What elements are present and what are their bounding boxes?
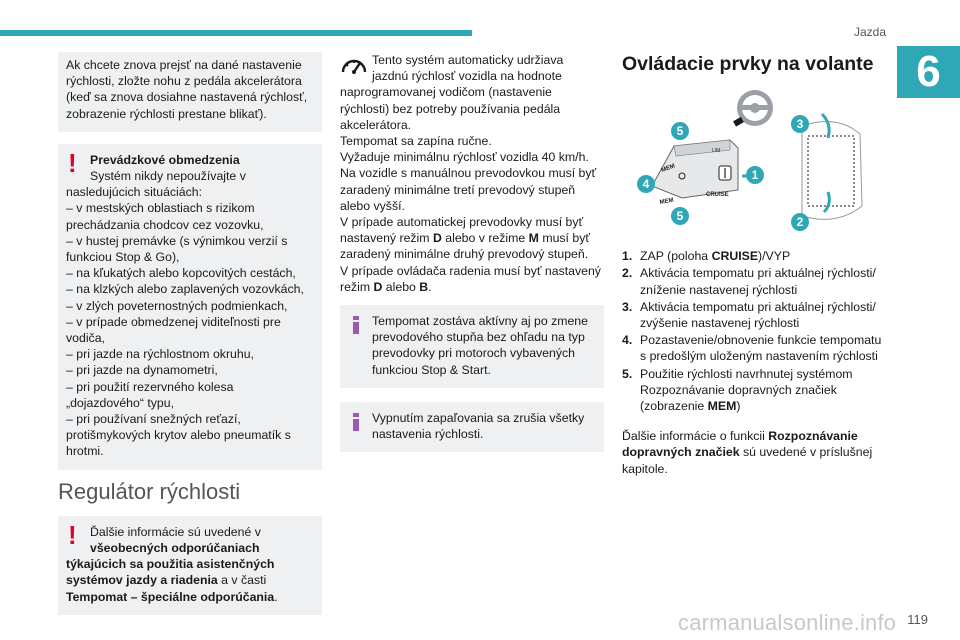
warning-icon: ! xyxy=(68,147,77,178)
item-text: ) xyxy=(736,399,741,414)
warning-item: – v prípade obmedzenej viditeľnosti pre vodiča, xyxy=(66,314,281,346)
text: alebo xyxy=(382,279,420,294)
mem-label-top: MEM xyxy=(660,163,676,175)
heading-steering-controls: Ovládacie prvky na volante xyxy=(622,53,874,75)
list-item xyxy=(622,299,884,331)
list-item xyxy=(622,265,884,297)
info-body xyxy=(372,329,594,378)
text-selector xyxy=(340,263,604,295)
note-box-resume xyxy=(58,52,322,132)
lim-label: LIM xyxy=(712,148,721,155)
page-number: 119 xyxy=(907,612,928,627)
item-text: Použitie rýchlosti navrhnutej systémom Rozpoznávanie dopravných značiek (zobrazenie xyxy=(640,366,853,414)
item-number: 1. xyxy=(622,249,633,264)
header-accent-bar xyxy=(0,30,472,36)
callout-1 xyxy=(746,166,764,184)
item-number: 3. xyxy=(622,299,633,314)
info-box-ignition xyxy=(340,402,604,452)
item-text: Aktivácia tempomatu pri aktuálnej rýchlosti/ zvýšenie nastavenej rýchlosti xyxy=(640,299,876,331)
more-info-paragraph xyxy=(622,428,884,477)
item-bold: MEM xyxy=(707,399,737,414)
mode-d: D xyxy=(432,231,442,246)
item-text: Pozastavenie/obnovenie funkcie tempomatu s predošlým uloženým nastavením rýchlosti xyxy=(640,333,882,364)
watermark: carmanualsonline.info xyxy=(678,610,897,635)
warning-box-more-info xyxy=(58,516,322,615)
warning-item: – pri jazde na rýchlostnom okruhu, xyxy=(66,347,254,362)
callout-3 xyxy=(791,115,809,133)
warning-line: Systém nikdy nepoužívajte v xyxy=(90,169,246,184)
svg-text:1: 1 xyxy=(751,168,759,183)
section-title: Jazda xyxy=(853,25,886,39)
chapter-number: 6 xyxy=(897,46,960,98)
steering-controls-figure xyxy=(622,86,884,236)
info-icon xyxy=(353,413,359,431)
warning-intro: nasledujúcich situáciách: xyxy=(66,185,203,200)
controls-list xyxy=(622,248,884,414)
warning-item: – na klzkých alebo zaplavených vozovkách, xyxy=(66,282,304,297)
mem-label-bottom: MEM xyxy=(659,197,675,207)
callout-4 xyxy=(637,175,655,193)
mode-m: M xyxy=(528,231,539,246)
note-line: Ďalšie informácie sú uvedené v xyxy=(90,524,261,539)
callout-2 xyxy=(791,213,809,231)
warning-item: – pri použití rezervného kolesa „dojazdového“ typu, xyxy=(66,379,234,410)
wheel-side-view xyxy=(802,114,862,219)
note-bold: všeobecných odporúčaniach xyxy=(90,541,260,556)
note-text: a v časti xyxy=(217,573,267,588)
mode-b: B xyxy=(419,279,429,294)
intro-rest: naprogramovanej vodičom (nastavenie rýchlosti) bez potreby používania pedála akcelerátora. xyxy=(340,85,561,132)
info-text: Vypnutím zapaľovania sa zrušia všetky nastavenia rýchlosti. xyxy=(372,410,585,442)
text: . xyxy=(428,279,432,294)
note-bold: týkajúcich sa použitia asistenčných systémov jazdy a riadenia xyxy=(66,557,275,588)
item-number: 4. xyxy=(622,333,633,348)
svg-text:5: 5 xyxy=(676,124,684,139)
svg-text:5: 5 xyxy=(676,209,684,224)
text: alebo v režime xyxy=(441,231,529,246)
mode-d: D xyxy=(373,279,383,294)
item-text: Aktivácia tempomatu pri aktuálnej rýchlosti/ zníženie nastavenej rýchlosti xyxy=(640,266,876,297)
column-right xyxy=(622,52,884,477)
warning-item: – v mestských oblastiach s rizikom prechádzania chodcov cez vozovku, xyxy=(66,201,264,232)
warning-item: – v zlých poveternostných podmienkach, xyxy=(66,298,288,313)
note-text: . xyxy=(274,589,278,604)
text: V prípade ovládača radenia musí byť nastavený režim xyxy=(340,263,601,294)
column-left xyxy=(58,52,322,627)
cruise-lever xyxy=(652,140,738,206)
intro-block xyxy=(340,52,604,84)
info-line: Tempomat zostáva aktívny aj po zmene xyxy=(372,314,588,329)
text: sú uvedené v príslušnej kapitole. xyxy=(622,445,873,476)
speedometer-icon xyxy=(340,54,368,78)
resume-text: Ak chcete znova prejsť na dané nastavenie rýchlosti, zložte nohu z pedála akcelerátora (keď sa znova dosiahne nastavená rýchlosť, zobrazenie rýchlosti prestane blikať). xyxy=(66,58,308,121)
steering-diagram xyxy=(622,86,884,236)
svg-text:2: 2 xyxy=(796,215,804,230)
text-automatic xyxy=(340,214,604,263)
warning-icon: ! xyxy=(68,519,77,550)
item-bold: CRUISE xyxy=(711,249,759,264)
warning-title: Prevádzkové obmedzenia xyxy=(90,152,240,167)
steering-wheel-icon xyxy=(733,90,773,127)
warning-box-limits xyxy=(58,144,322,470)
item-text: )/VYP xyxy=(758,249,791,264)
info-icon xyxy=(353,316,359,334)
column-middle xyxy=(340,52,604,464)
svg-text:4: 4 xyxy=(642,177,650,192)
note-body xyxy=(66,556,312,605)
svg-text:3: 3 xyxy=(796,117,804,132)
text-line: Tempomat sa zapína ručne. xyxy=(340,134,492,149)
heading-cruise-control: Regulátor rýchlosti xyxy=(58,478,241,504)
callout-5-bottom xyxy=(671,207,689,225)
text-bold: Rozpoznávanie dopravných značiek xyxy=(622,429,858,460)
text-line: Vyžaduje minimálnu rýchlosť vozidla 40 km/h. xyxy=(340,150,589,165)
warning-item: – pri používaní snežných reťazí, protišmykových krytov alebo pneumatík s hrotmi. xyxy=(66,412,291,459)
list-item xyxy=(622,366,884,415)
list-item xyxy=(622,248,884,264)
info-box-stop-start xyxy=(340,305,604,388)
warning-item: – v hustej premávke (s výnimkou verzií s funkciou Stop & Go), xyxy=(66,233,288,265)
warning-item: – na kľukatých alebo kopcovitých cestách, xyxy=(66,266,296,281)
intro-line: jazdnú rýchlosť vozidla na hodnote xyxy=(372,69,562,84)
text-line: Na vozidle s manuálnou prevodovkou musí byť zaradený minimálne tretí prevodový stupeň alebo vyšší. xyxy=(340,166,597,213)
cruise-label: CRUISE xyxy=(706,192,729,199)
item-number: 2. xyxy=(622,266,633,281)
warning-body xyxy=(66,184,312,459)
info-text: prevodového stupňa bez ohľadu na typ prevodovky pri motoroch vybavených funkciou Stop & Start. xyxy=(372,330,585,377)
text: musí byť zaradený minimálne druhý prevodový stupeň. xyxy=(340,231,590,262)
note-bold: Tempomat – špeciálne odporúčania xyxy=(66,589,275,604)
list-item xyxy=(622,332,884,364)
text: V prípade automatickej prevodovky musí byť nastavený režim xyxy=(340,215,584,246)
text: Ďalšie informácie o funkcii xyxy=(622,429,769,444)
callout-5-top xyxy=(671,122,689,140)
intro-line: Tento systém automaticky udržiava xyxy=(372,53,564,67)
item-number: 5. xyxy=(622,366,633,381)
warning-item: – pri jazde na dynamometri, xyxy=(66,363,218,378)
item-text: ZAP (poloha xyxy=(640,249,712,264)
